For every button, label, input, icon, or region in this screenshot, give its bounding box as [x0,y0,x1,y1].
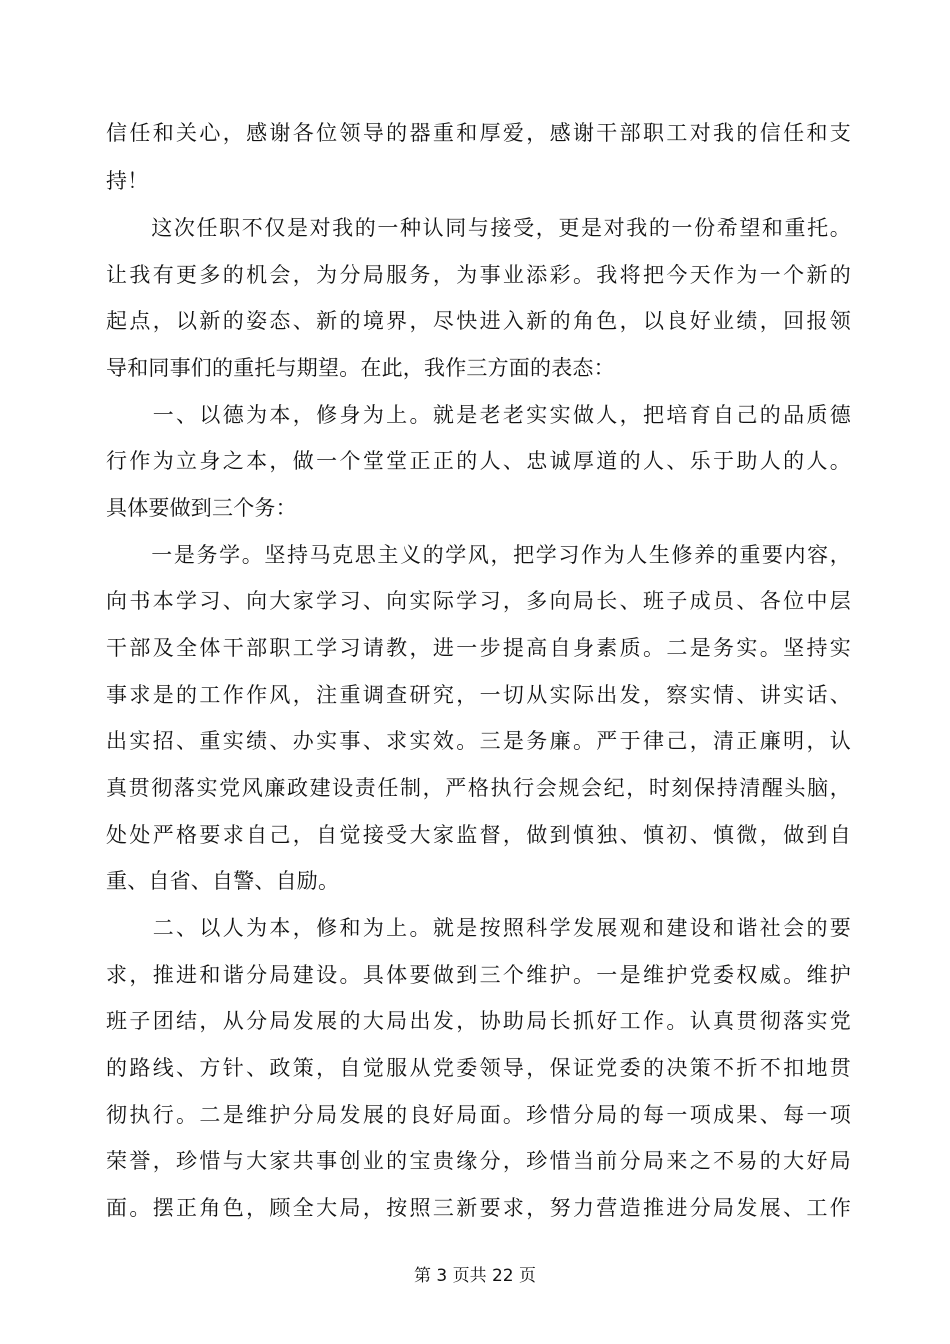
text-line: 起点，以新的姿态、新的境界，尽快进入新的角色，以良好业绩，回报领 [106,309,851,333]
text-line: 重、自省、自警、自励。 [106,869,340,893]
text-line: 二、以人为本，修和为上。就是按照科学发展观和建设和谐社会的要 [106,916,851,940]
text-line: 彻执行。二是维护分局发展的良好局面。珍惜分局的每一项成果、每一项 [106,1103,851,1127]
text-line: 持！ [106,169,149,193]
text-line: 信任和关心，感谢各位领导的器重和厚爱，感谢干部职工对我的信任和支 [106,121,851,145]
text-line: 面。摆正角色，顾全大局，按照三新要求，努力营造推进分局发展、工作 [106,1196,851,1220]
page-number: 第 3 页共 22 页 [413,1266,537,1286]
text-line: 出实招、重实绩、办实事、求实效。三是务廉。严于律己，清正廉明，认 [106,729,851,753]
text-line: 班子团结，从分局发展的大局出发，协助局长抓好工作。认真贯彻落实党 [106,1009,851,1033]
text-line: 让我有更多的机会，为分局服务，为事业添彩。我将把今天作为一个新的 [106,263,851,287]
text-line: 具体要做到三个务： [106,496,297,520]
text-line: 处处严格要求自己，自觉接受大家监督，做到慎独、慎初、慎微，做到自 [106,823,851,847]
text-line: 真贯彻落实党风廉政建设责任制，严格执行会规会纪，时刻保持清醒头脑， [106,776,851,800]
text-line: 一、以德为本，修身为上。就是老老实实做人，把培育自己的品质德 [106,403,851,427]
text-line: 向书本学习、向大家学习、向实际学习，多向局长、班子成员、各位中层 [106,589,851,613]
text-line: 求，推进和谐分局建设。具体要做到三个维护。一是维护党委权威。维护 [106,963,851,987]
text-line: 一是务学。坚持马克思主义的学风，把学习作为人生修养的重要内容， [106,543,851,567]
text-line: 事求是的工作作风，注重调查研究，一切从实际出发，察实情、讲实话、 [106,683,851,707]
text-line: 这次任职不仅是对我的一种认同与接受，更是对我的一份希望和重托。 [106,216,851,240]
text-line: 行作为立身之本，做一个堂堂正正的人、忠诚厚道的人、乐于助人的人。 [106,449,851,473]
text-line: 干部及全体干部职工学习请教，进一步提高自身素质。二是务实。坚持实 [106,636,851,660]
text-line: 荣誉，珍惜与大家共事创业的宝贵缘分，珍惜当前分局来之不易的大好局 [106,1149,851,1173]
text-line: 的路线、方针、政策，自觉服从党委领导，保证党委的决策不折不扣地贯 [106,1056,851,1080]
text-line: 导和同事们的重托与期望。在此，我作三方面的表态： [106,356,615,380]
